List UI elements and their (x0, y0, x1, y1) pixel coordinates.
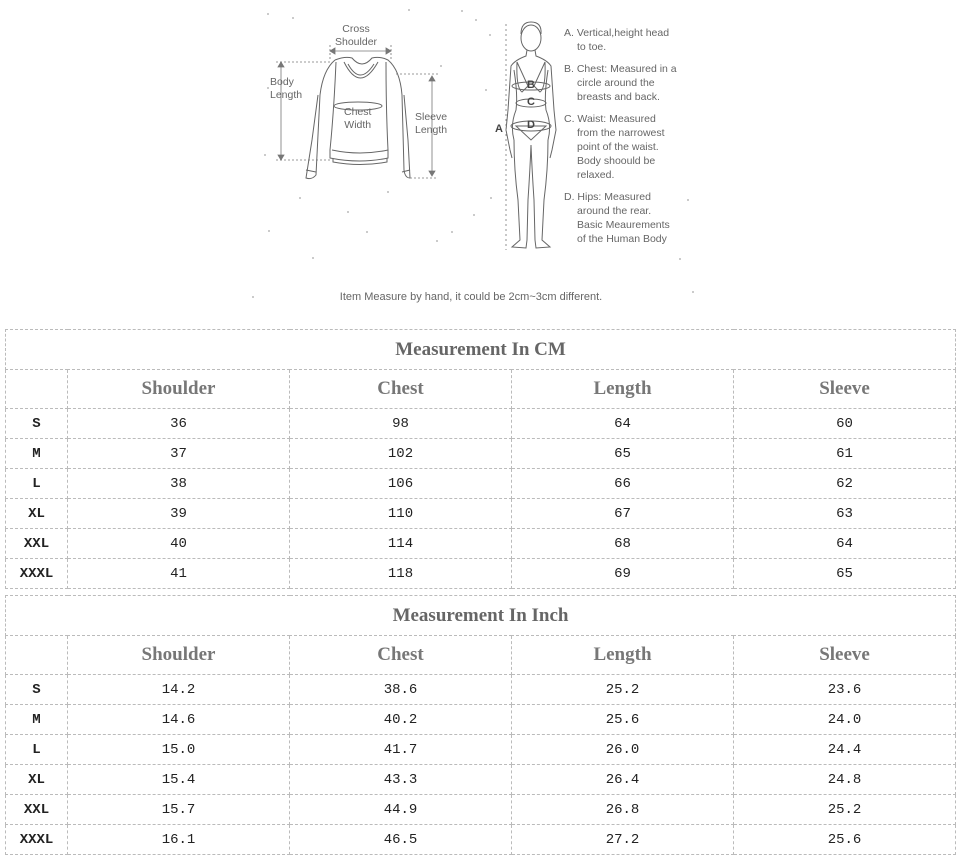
note-waist: C. Waist: Measured from the narrowest point of the waist. Body shoould be relaxed. (564, 113, 665, 181)
size-label: L (6, 735, 68, 765)
table-row (6, 469, 956, 499)
cross-shoulder-label: Cross Shoulder (335, 23, 378, 48)
length-value: 68 (512, 529, 734, 559)
length-value: 26.4 (512, 765, 734, 795)
table-title-row (6, 596, 956, 636)
body-length-label: Body Length (270, 76, 303, 101)
note-chest: B. Chest: Measured in a circle around the breasts and back. (564, 63, 677, 103)
sleeve-value: 62 (734, 469, 956, 499)
body-letter-c: C (527, 96, 535, 108)
chest-value: 110 (290, 499, 512, 529)
sleeve-value: 25.6 (734, 825, 956, 855)
sleeve-length-label: Sleeve Length (415, 111, 448, 136)
table-title-row (6, 330, 956, 370)
size-label: S (6, 409, 68, 439)
chest-value: 40.2 (290, 705, 512, 735)
table-header-row (6, 370, 956, 409)
size-label: S (6, 675, 68, 705)
size-label: XXXL (6, 825, 68, 855)
table-row (6, 825, 956, 855)
length-value: 26.8 (512, 795, 734, 825)
size-header-blank (6, 636, 68, 675)
body-letter-b: B (527, 79, 535, 91)
body-letter-d: D (527, 119, 535, 131)
shoulder-value: 41 (68, 559, 290, 589)
length-value: 27.2 (512, 825, 734, 855)
table-row (6, 529, 956, 559)
length-value: 64 (512, 409, 734, 439)
shoulder-value: 15.0 (68, 735, 290, 765)
length-value: 26.0 (512, 735, 734, 765)
table-row (6, 795, 956, 825)
sleeve-value: 24.8 (734, 765, 956, 795)
table-row (6, 559, 956, 589)
table-row (6, 675, 956, 705)
length-value: 25.2 (512, 675, 734, 705)
length-header: Length (512, 370, 734, 409)
shoulder-value: 39 (68, 499, 290, 529)
length-value: 66 (512, 469, 734, 499)
sleeve-value: 24.0 (734, 705, 956, 735)
shoulder-value: 40 (68, 529, 290, 559)
size-label: L (6, 469, 68, 499)
table-row (6, 439, 956, 469)
shoulder-value: 15.7 (68, 795, 290, 825)
table-row (6, 409, 956, 439)
sleeve-value: 60 (734, 409, 956, 439)
shoulder-value: 15.4 (68, 765, 290, 795)
inch-size-table (5, 595, 956, 855)
length-header: Length (512, 636, 734, 675)
sleeve-value: 63 (734, 499, 956, 529)
note-hips: D. Hips: Measured around the rear. Basic Meaurements of the Human Body (564, 191, 670, 245)
shoulder-value: 14.2 (68, 675, 290, 705)
shoulder-value: 38 (68, 469, 290, 499)
sleeve-value: 25.2 (734, 795, 956, 825)
chest-value: 98 (290, 409, 512, 439)
chest-header: Chest (290, 636, 512, 675)
chest-value: 41.7 (290, 735, 512, 765)
shoulder-value: 36 (68, 409, 290, 439)
chest-value: 106 (290, 469, 512, 499)
measurement-diagram (0, 0, 968, 320)
shoulder-header: Shoulder (68, 370, 290, 409)
length-value: 69 (512, 559, 734, 589)
size-label: XL (6, 765, 68, 795)
sleeve-value: 61 (734, 439, 956, 469)
human-body-illustration (506, 22, 556, 248)
body-letter-a: A (495, 123, 503, 135)
chest-value: 44.9 (290, 795, 512, 825)
cm-size-table (5, 329, 956, 589)
sleeve-header: Sleeve (734, 636, 956, 675)
sleeve-value: 65 (734, 559, 956, 589)
measure-disclaimer: Item Measure by hand, it could be 2cm~3cm different. (339, 291, 603, 303)
sleeve-value: 23.6 (734, 675, 956, 705)
length-value: 25.6 (512, 705, 734, 735)
size-label: M (6, 705, 68, 735)
table-row (6, 765, 956, 795)
chest-value: 102 (290, 439, 512, 469)
chest-value: 114 (290, 529, 512, 559)
inch-table-title: Measurement In Inch (6, 596, 956, 636)
length-value: 67 (512, 499, 734, 529)
length-value: 65 (512, 439, 734, 469)
sleeve-header: Sleeve (734, 370, 956, 409)
size-label: XXL (6, 795, 68, 825)
size-header-blank (6, 370, 68, 409)
note-height: A. Vertical,height head to toe. (564, 27, 670, 53)
shoulder-value: 37 (68, 439, 290, 469)
table-row (6, 735, 956, 765)
cm-table-title: Measurement In CM (6, 330, 956, 370)
garment-and-body-illustration (0, 0, 968, 320)
sleeve-value: 64 (734, 529, 956, 559)
shoulder-header: Shoulder (68, 636, 290, 675)
shoulder-value: 14.6 (68, 705, 290, 735)
size-label: XXL (6, 529, 68, 559)
chest-value: 43.3 (290, 765, 512, 795)
table-header-row (6, 636, 956, 675)
chest-value: 38.6 (290, 675, 512, 705)
table-row (6, 705, 956, 735)
chest-width-label: Chest Width (344, 106, 372, 131)
sleeve-value: 24.4 (734, 735, 956, 765)
measurement-notes (564, 26, 704, 254)
size-label: XXXL (6, 559, 68, 589)
chest-value: 118 (290, 559, 512, 589)
shoulder-value: 16.1 (68, 825, 290, 855)
chest-value: 46.5 (290, 825, 512, 855)
size-label: M (6, 439, 68, 469)
size-label: XL (6, 499, 68, 529)
table-row (6, 499, 956, 529)
chest-header: Chest (290, 370, 512, 409)
